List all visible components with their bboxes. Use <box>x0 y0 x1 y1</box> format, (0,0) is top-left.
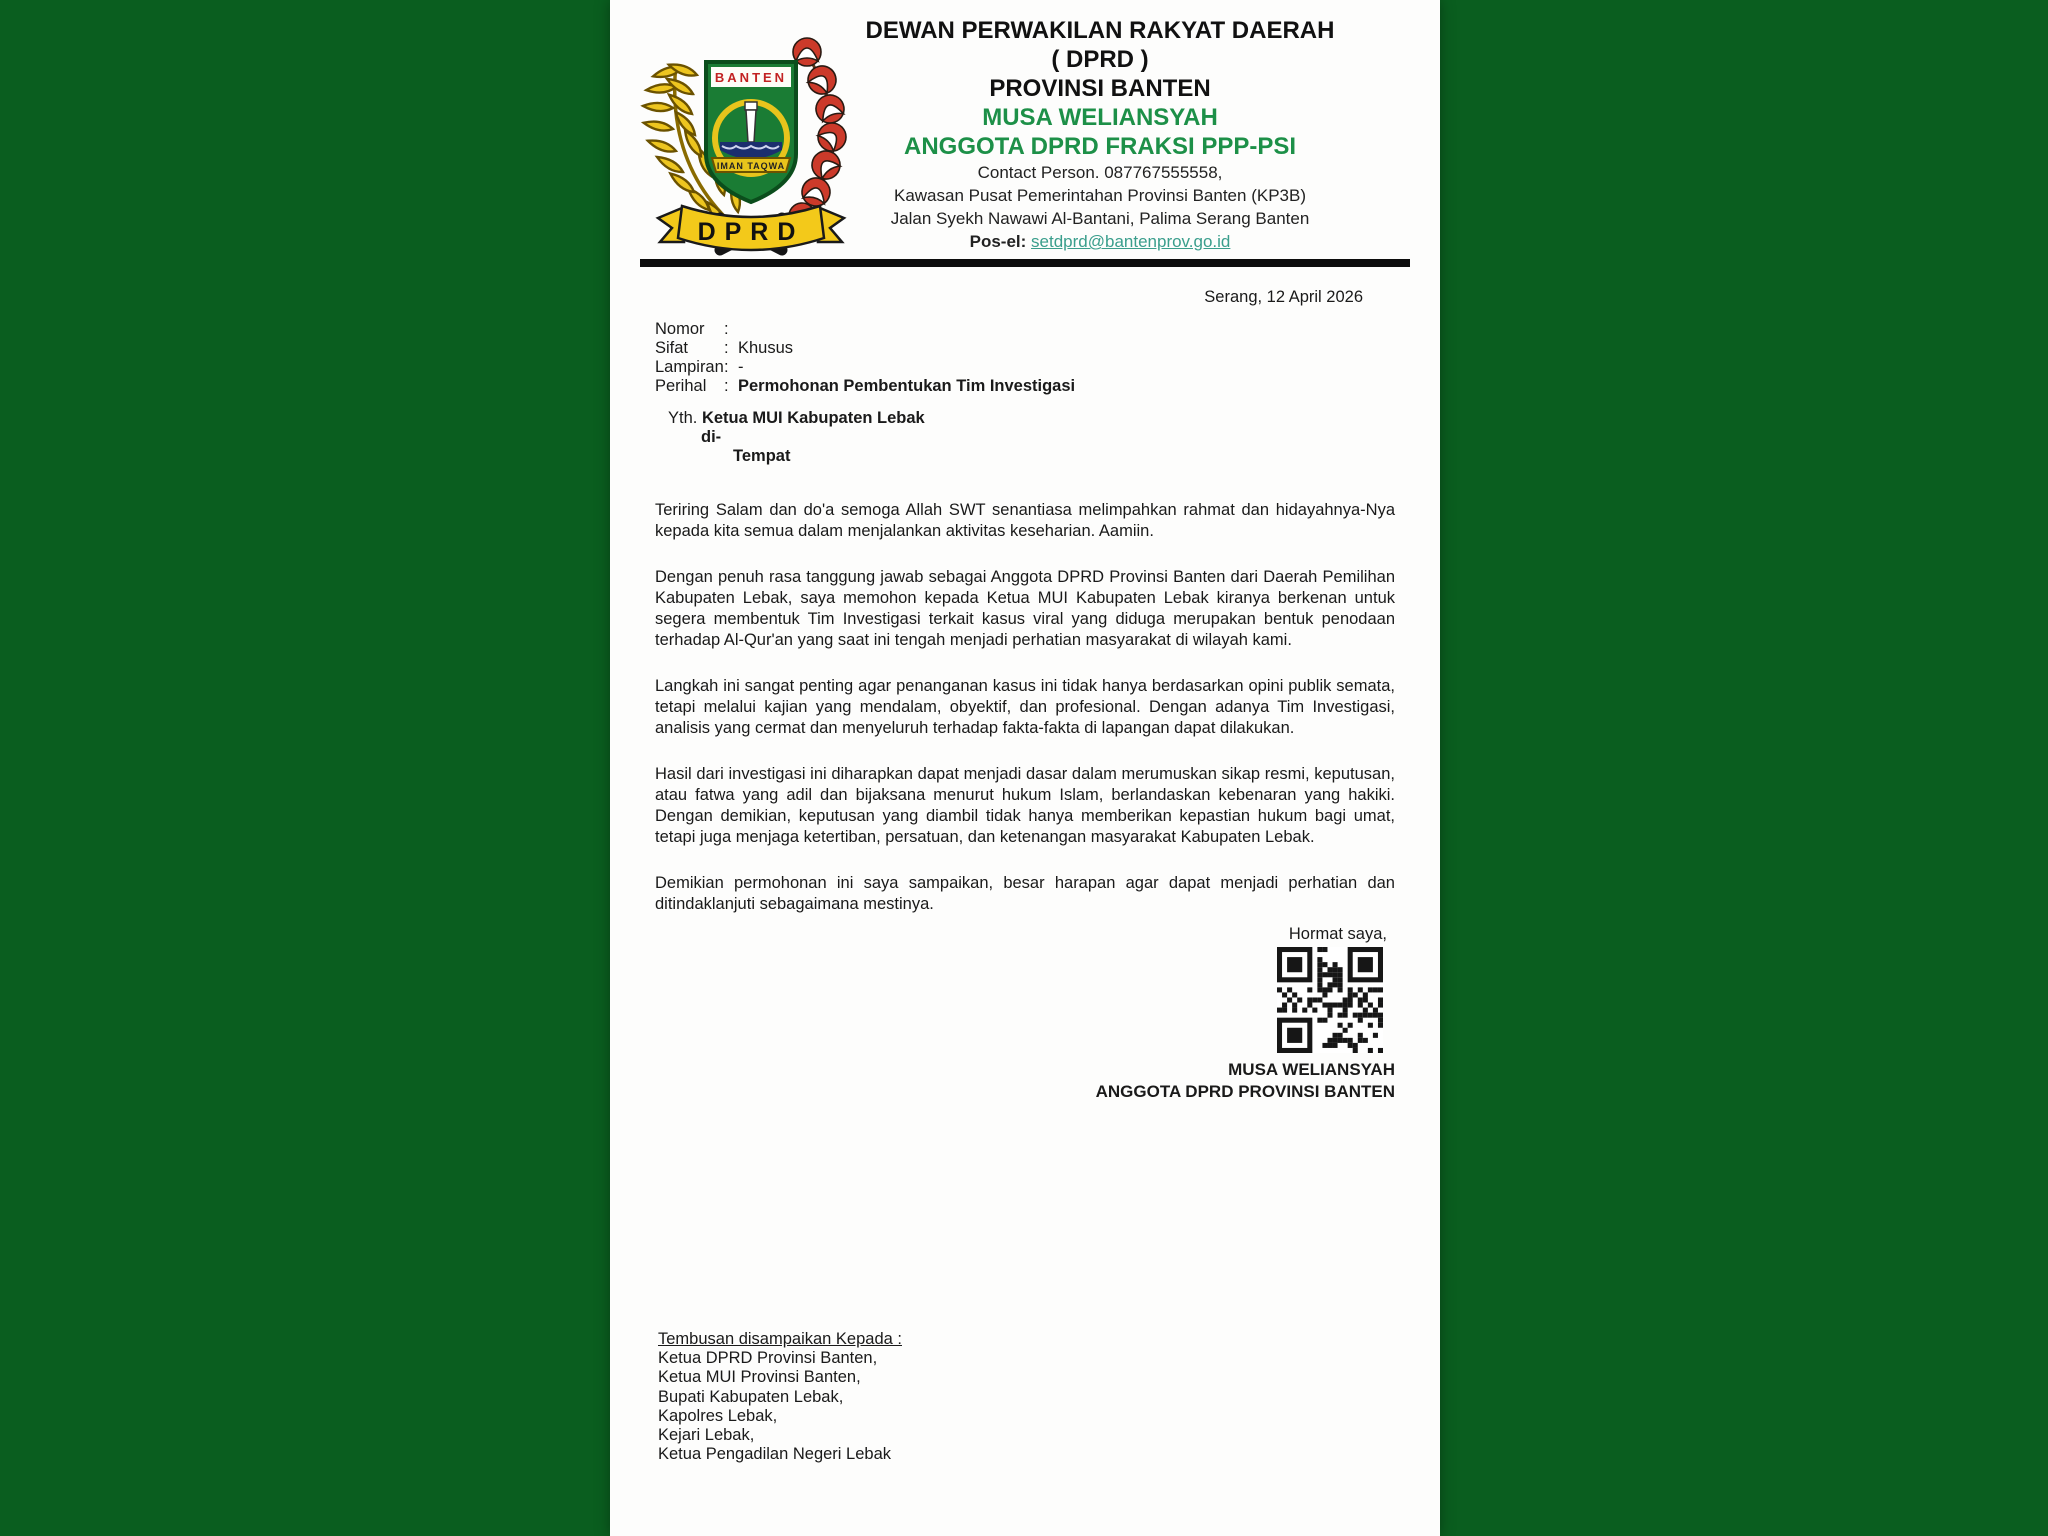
recipient-salutation: Yth. <box>668 409 698 427</box>
letterhead-divider-rule <box>640 259 1410 267</box>
signer-name: MUSA WELIANSYAH <box>1228 1060 1395 1079</box>
recipient-place: Tempat <box>733 447 791 465</box>
dprd-banten-logo-svg <box>636 12 852 258</box>
paragraph-opening: Teriring Salam dan do'a semoga Allah SWT senantiasa melimpahkan rahmat dan hidayahnya-Nya kepada kita semua dalam menjalankan aktivitas keseharian. Aamiin. <box>655 501 1395 540</box>
org-name-line3: PROVINSI BANTEN <box>989 75 1211 102</box>
meta-row-perihal <box>655 377 1395 396</box>
qr-code-signature <box>1277 947 1383 1053</box>
tembusan-item: Kejari Lebak, <box>658 1426 755 1445</box>
meta-row-lampiran <box>655 358 1395 377</box>
tembusan-item: Ketua DPRD Provinsi Banten, <box>658 1349 878 1368</box>
signature-closing: Hormat saya, <box>1288 925 1387 943</box>
address-line1: Kawasan Pusat Pemerintahan Provinsi Banten (KP3B) <box>893 186 1306 205</box>
tembusan-heading: Tembusan disampaikan Kepada : <box>658 1330 902 1348</box>
paragraph-closing: Demikian permohonan ini saya sampaikan, besar harapan agar dapat menjadi perhatian dan ditindaklanjuti sebagaimana mestinya. <box>655 874 1395 913</box>
letterhead-text <box>790 16 1410 253</box>
meta-value: Khusus <box>738 339 794 357</box>
meta-label: Perihal <box>655 377 707 395</box>
email-link[interactable]: setdprd@bantenprov.go.id <box>1031 232 1231 251</box>
recipient-block <box>655 409 1395 466</box>
org-name-line2: ( DPRD ) <box>1051 46 1149 73</box>
letterhead <box>610 0 1440 253</box>
dprd-banten-logo <box>636 12 852 258</box>
tembusan-item: Ketua Pengadilan Negeri Lebak <box>658 1445 892 1464</box>
shield-title-text: BANTEN <box>714 70 788 85</box>
org-name-line1: DEWAN PERWAKILAN RAKYAT DAERAH <box>865 17 1335 44</box>
meta-colon: : <box>724 358 729 376</box>
meta-colon: : <box>724 339 729 357</box>
paragraph-request: Dengan penuh rasa tanggung jawab sebagai Anggota DPRD Provinsi Banten dari Daerah Pemilihan Kabupaten Lebak, saya memohon kepada Ketua MUI Kabupaten Lebak kiranya berkenan untuk segera membentuk Tim Investigasi terkait kasus viral yang diduga merupakan bentuk penodaan terhadap Al-Qur'an yang saat ini tengah menjadi perhatian masyarakat di wilayah kami. <box>655 568 1395 649</box>
tembusan-item: Kapolres Lebak, <box>658 1406 778 1425</box>
address-line2: Jalan Syekh Nawawi Al-Bantani, Palima Serang Banten <box>890 209 1310 228</box>
meta-colon: : <box>724 377 729 395</box>
member-fraction: ANGGOTA DPRD FRAKSI PPP-PSI <box>903 133 1297 160</box>
dprd-ribbon-icon <box>658 206 844 250</box>
member-name: MUSA WELIANSYAH <box>982 104 1218 131</box>
meta-colon: : <box>724 320 729 338</box>
contact-person-line: Contact Person. 087767555558, <box>977 163 1223 182</box>
meta-label: Nomor <box>655 320 705 338</box>
recipient-name: Ketua MUI Kabupaten Lebak <box>701 409 925 427</box>
meta-label: Lampiran <box>655 358 724 376</box>
letter-meta-block <box>655 320 1395 396</box>
recipient-at-line: di- <box>701 428 722 446</box>
banten-shield-icon <box>706 62 796 202</box>
meta-label: Sifat <box>655 339 689 357</box>
signer-title: ANGGOTA DPRD PROVINSI BANTEN <box>1095 1082 1395 1101</box>
meta-value <box>738 320 1395 339</box>
letter-paragraphs <box>655 500 1395 915</box>
meta-row-sifat <box>655 339 1395 358</box>
signature-block <box>655 924 1395 1103</box>
paragraph-expected-result: Hasil dari investigasi ini diharapkan dapat menjadi dasar dalam merumuskan sikap resmi, keputusan, atau fatwa yang adil dan bijaksana menurut hukum Islam, berlandaskan kebenaran yang hakiki. Dengan demikian, keputusan yang diambil tidak hanya memberikan kepastian hukum bagi umat, tetapi juga menjaga ketertiban, persatuan, dan ketenangan masyarakat Kabupaten Lebak. <box>655 765 1395 846</box>
meta-value: - <box>738 358 744 376</box>
tembusan-item: Ketua MUI Provinsi Banten, <box>658 1368 861 1387</box>
letter-page <box>610 0 1440 1536</box>
letter-content <box>610 288 1440 1103</box>
ribbon-dprd-text: DPRD <box>697 218 805 246</box>
letter-date: Serang, 12 April 2026 <box>1204 288 1363 306</box>
shield-motto-text: IMAN TAQWA <box>716 161 786 171</box>
email-line <box>790 230 1410 253</box>
paragraph-importance: Langkah ini sangat penting agar penanganan kasus ini tidak hanya berdasarkan opini publik semata, tetapi melalui kajian yang mendalam, obyektif, dan profesional. Dengan adanya Tim Investigasi, analisis yang cermat dan menyeluruh terhadap fakta-fakta di lapangan dapat dilakukan. <box>655 677 1395 737</box>
recipient-line1 <box>668 409 1395 428</box>
meta-value-perihal: Permohonan Pembentukan Tim Investigasi <box>738 377 1076 395</box>
tembusan-item: Bupati Kabupaten Lebak, <box>658 1387 844 1406</box>
meta-row-nomor <box>655 320 1395 339</box>
email-label: Pos-el: <box>969 232 1027 251</box>
tembusan-block <box>658 1330 902 1464</box>
